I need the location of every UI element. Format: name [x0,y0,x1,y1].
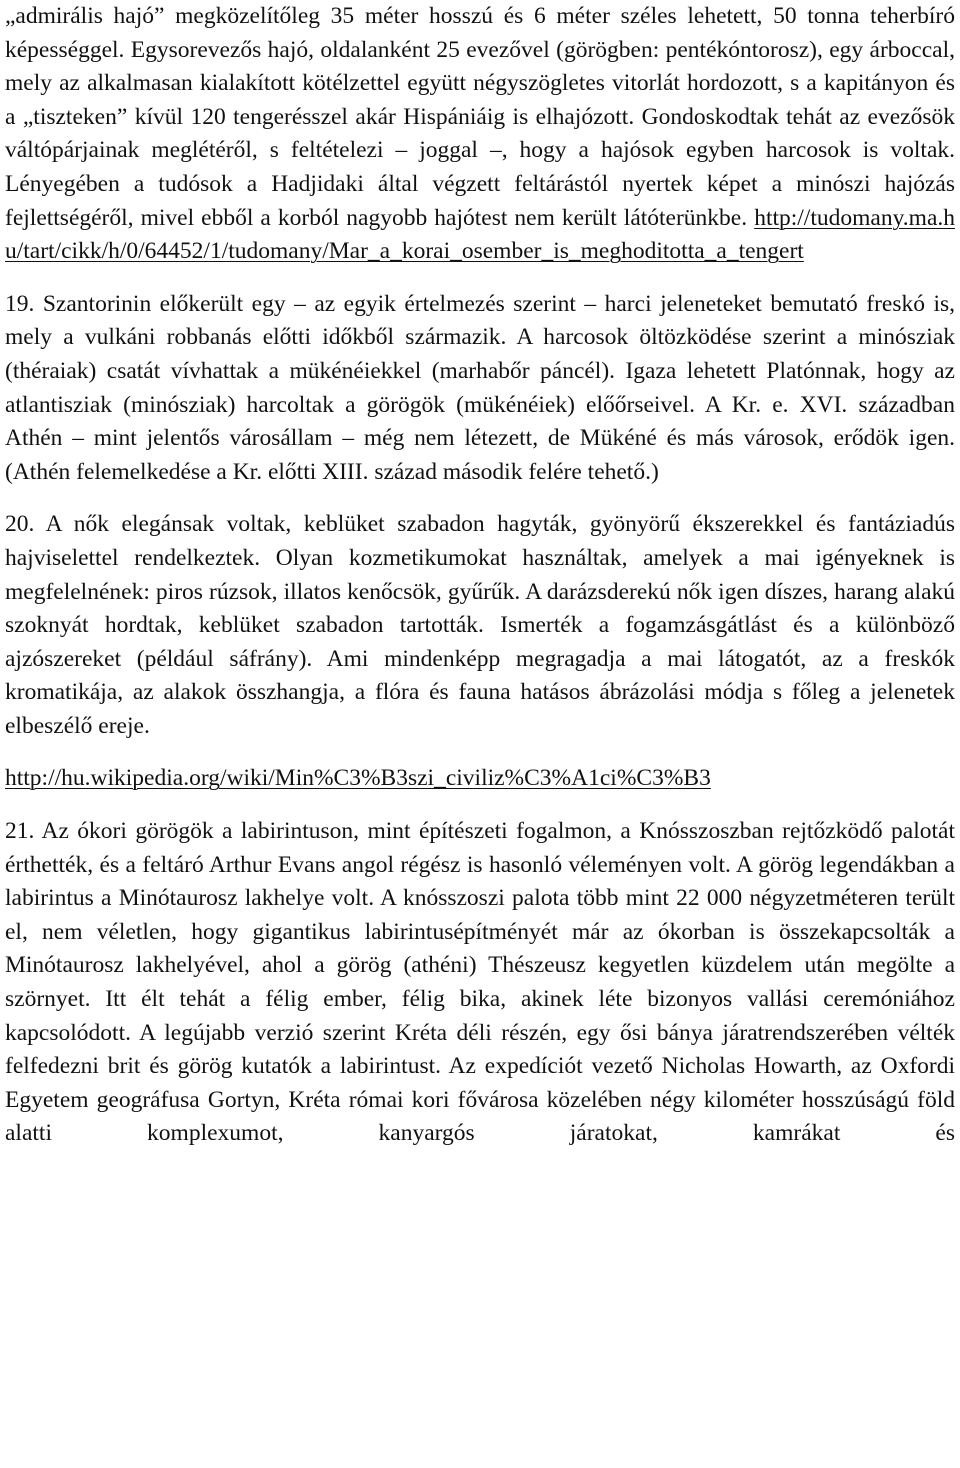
paragraph-18-body [5,0,955,269]
paragraph-21-text: Az ókori görögök a labirintuson, mint építészeti fogalmon, a Knósszoszban rejtőzködő palotát érthették, és a feltáró Arthur Evans angol régész is hasonló véleményen volt. A görög legendákban a labirintus a Minótaurosz lakhelye volt. A knósszoszi palota több mint 22 000 négyzetméteren terült el, nem véletlen, hogy gigantikus labirintusépítményét már az ókorban is összekapcsolták a Minótaurosz lakhelyével, ahol a görög (athéni) Thészeusz kegyetlen küzdelem után megölte a szörnyet. Itt élt tehát a félig ember, félig bika, akinek léte bizonyos vallási ceremóniához kapcsolódott. A legújabb verzió szerint Kréta déli részén, egy ősi bánya járatrendszerében vélték felfedezni brit és görög kutatók a labirintust. Az expedíciót vezető Nicholas Howarth, az Oxfordi Egyetem geográfusa Gortyn, Kréta római kori fővárosa közelében négy kilométer hosszúságú föld alatti komplexumot, kanyargós járatokat, kamrákat és [5,818,955,1147]
paragraph-20-link-line [5,762,955,796]
paragraph-gap [5,796,955,815]
paragraph-gap [5,269,955,288]
paragraph-20-link[interactable]: http://hu.wikipedia.org/wiki/Min%C3%B3szi_civiliz%C3%A1ci%C3%B3 [5,765,711,792]
paragraph-19-text: Szantorinin előkerült egy – az egyik értelmezés szerint – harci jeleneteket bemutató freskó is, mely a vulkáni robbanás előtti időkből származik. A harcosok öltözködése szerint a minósziak (théraiak) csatát vívhattak a mükénéiekkel (marhabőr páncél). Igaza lehetett Platónnak, hogy az atlantisziak (minósziak) harcoltak a görögök (mükénéiek) előőrseivel. A Kr. e. XVI. században Athén – mint jelentős városállam – még nem létezett, de Mükéné és más városok, erődök igen. (Athén felemelkedése a Kr. előtti XIII. század második felére tehető.) [5,290,955,485]
paragraph-19 [5,288,955,490]
document-page [5,0,955,1151]
paragraph-20-number: 20. [5,511,35,538]
paragraph-gap [5,743,955,762]
paragraph-18-link[interactable]: http://tudomany.ma.hu/tart/cikk/h/0/64452/1/tudomany/Mar_a_korai_osember_is_meghoditotta_a_tengert [5,204,956,265]
paragraph-gap [5,489,955,508]
paragraph-20 [5,508,955,743]
paragraph-18-text: „admirális hajó” megközelítőleg 35 méter hosszú és 6 méter széles lehetett, 50 tonna teherbíró képességgel. Egysorevezős hajó, oldalanként 25 evezővel (görögben: pentékóntorosz), egy árboccal, mely az alkalmasan kialakított kötélzettel együtt négyszögletes vitorlát hordozott, s a kapitányon és a „tiszteken” kívül 120 tengerésszel akár Hispániáig is elhajózott. Gondoskodtak tehát az evezősök váltópárjainak meglétéről, s feltételezi – joggal –, hogy a hajósok egyben harcosok is voltak. Lényegében a tudósok a Hadjidaki által végzett feltárástól nyertek képet a minószi hajózás fejlettségéről, mivel ebből a korból nagyobb hajótest nem került látóterünkbe. [5,3,955,231]
paragraph-21 [5,815,955,1151]
paragraph-19-number: 19. [5,290,35,317]
paragraph-21-number: 21. [5,818,35,845]
paragraph-20-text: A nők elegánsak voltak, keblüket szabadon hagyták, gyönyörű ékszerekkel és fantáziadús hajviselettel rendelkeztek. Olyan kozmetikumokat használtak, amelyek a mai igényeknek is megfelelnének: piros rúzsok, illatos kenőcsök, gyűrűk. A darázsderekú nők igen díszes, harang alakú szoknyát hordtak, keblüket szabadon tartották. Ismerték a fogamzásgátlást és a különböző ajzószereket (például sáfrány). Ami mindenképp megragadja a mai látogatót, az a freskók kromatikája, az alakok összhangja, a flóra és fauna hatásos ábrázolási módja s főleg a jelenetek elbeszélő ereje. [5,511,955,739]
